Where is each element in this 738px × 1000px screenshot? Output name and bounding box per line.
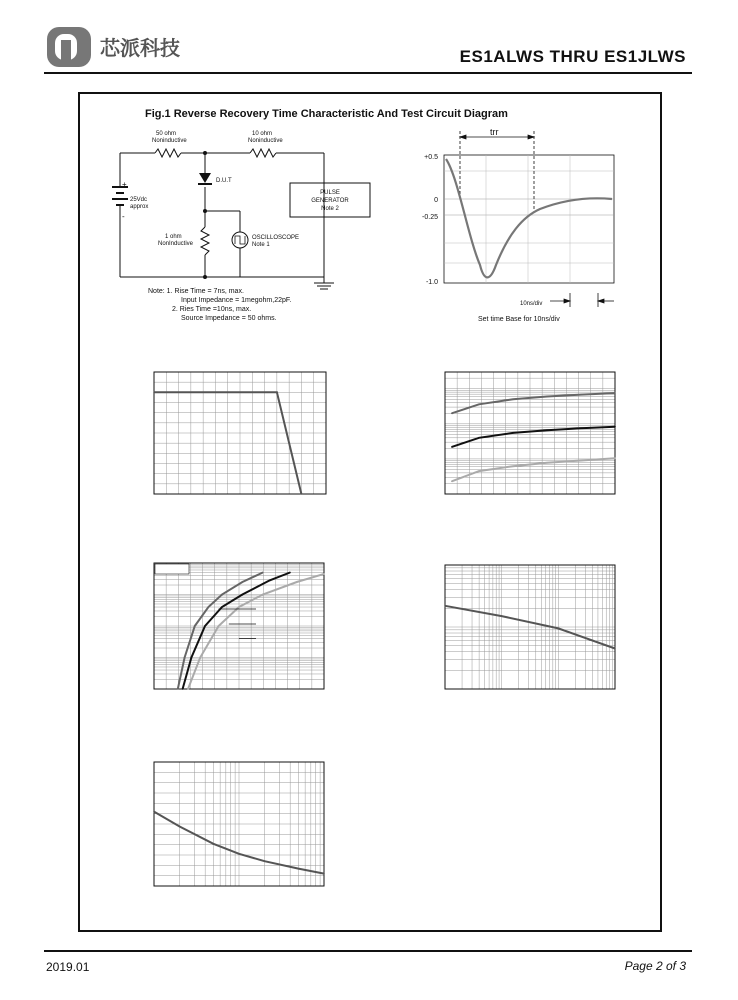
fig5-data-point — [501, 615, 503, 617]
fig3-data-point — [580, 394, 582, 396]
fig3-data-point — [451, 446, 453, 448]
pulse-gen-line1: PULSE — [320, 190, 340, 196]
fig5-data-point — [444, 605, 446, 607]
fig4-data-point — [221, 606, 223, 608]
fig4-data-point — [191, 657, 193, 659]
footer-page: Page 2 of 3 — [624, 959, 686, 973]
r3-note: NonInductive — [158, 241, 194, 247]
battery-plus: + — [122, 180, 127, 189]
fig3-data-point — [546, 429, 548, 431]
fig4-series-line — [188, 574, 324, 689]
fig4-data-point — [221, 594, 223, 596]
fig4-data-point — [204, 625, 206, 627]
fig3-data-point — [614, 457, 616, 459]
fig6-data-point — [323, 873, 325, 875]
fig4-data-point — [199, 657, 201, 659]
pulse-gen-line3: Note 2 — [321, 206, 339, 212]
part-range-title: ES1ALWS THRU ES1JLWS — [459, 47, 686, 66]
source-voltage: 25Vdc — [130, 197, 148, 203]
fig1-note-4: Source Impedance = 50 ohms. — [181, 315, 277, 322]
fig5-grid — [445, 565, 615, 689]
r2-note: Noninductive — [248, 138, 283, 144]
fig3-data-point — [451, 481, 453, 483]
fig3-data-point — [512, 465, 514, 467]
fig1-note-2: Input Impedance = 1megohm,22pF. — [181, 297, 292, 304]
logo-mark-icon — [44, 24, 94, 70]
fig4-data-point — [177, 688, 179, 690]
fig3-data-point — [614, 426, 616, 428]
fig5-chart — [395, 535, 635, 720]
fig3-data-point — [451, 412, 453, 414]
fig2-data-point — [276, 392, 278, 394]
fig4-data-point — [242, 581, 244, 583]
fig3-data-point — [478, 404, 480, 406]
fig4-chart — [100, 535, 350, 720]
fig3-data-point — [580, 460, 582, 462]
fig3-data-point — [512, 432, 514, 434]
dut-label: D.U.T — [216, 178, 232, 184]
fig3-chart — [395, 346, 635, 526]
fig6-data-point — [238, 853, 240, 855]
fig2-data-point — [301, 493, 303, 495]
footer-rule — [44, 950, 692, 952]
fig4-data-point — [218, 625, 220, 627]
fig1-recovery-waveform — [400, 125, 630, 325]
wave-ytick-2: -0.25 — [422, 214, 438, 221]
fig6-data-point — [179, 826, 181, 828]
fig4-data-point — [242, 594, 244, 596]
fig1-note-1: Note: 1. Rise Time = 7ns, max. — [148, 288, 244, 295]
fig6-data-point — [264, 860, 266, 862]
wave-ytick-0: +0.5 — [424, 154, 438, 161]
source-note: approx — [130, 204, 149, 210]
pulse-gen-line2: GENERATOR — [311, 198, 349, 204]
fig4-data-point — [187, 688, 189, 690]
fig2-chart — [100, 348, 350, 528]
fig4-data-point — [194, 625, 196, 627]
r1-label: 50 ohm — [156, 131, 177, 137]
r3-label: 1 ohm — [165, 234, 182, 240]
fig4-data-point — [238, 606, 240, 608]
fig4-data-point — [182, 688, 184, 690]
r2-label: 10 ohm — [252, 131, 273, 137]
fig4-data-point — [208, 606, 210, 608]
fig4-temp-box — [155, 564, 189, 574]
fig4-data-point — [296, 581, 298, 583]
fig6-chart — [100, 730, 350, 920]
wave-ytick-1: 0 — [434, 197, 438, 204]
fig4-data-point — [262, 572, 264, 574]
fig4-data-point — [184, 657, 186, 659]
fig2-grid — [154, 372, 326, 494]
fig3-data-point — [614, 392, 616, 394]
fig5-data-point — [614, 648, 616, 650]
fig4-data-point — [289, 572, 291, 574]
fig4-data-point — [269, 580, 271, 582]
company-logo — [44, 24, 94, 70]
r1-note: Noninductive — [152, 138, 187, 144]
fig6-data-point — [153, 811, 155, 813]
fig3-data-point — [478, 437, 480, 439]
fig1-note-3: 2. Ries Time =10ns, max. — [172, 306, 252, 313]
fig3-grid — [445, 372, 615, 494]
scope-label: OSCILLOSCOPE — [252, 235, 300, 241]
wave-ytick-3: -1.0 — [425, 279, 438, 286]
footer-date: 2019.01 — [46, 960, 90, 974]
fig6-grid — [154, 762, 324, 886]
fig1-title: Fig.1 Reverse Recovery Time Characteristic And Test Circuit Diagram — [145, 108, 508, 120]
fig6-data-point — [213, 843, 215, 845]
fig3-data-point — [546, 462, 548, 464]
timebase-div: 10ns/div — [520, 301, 543, 307]
scope-note: Note 1 — [252, 242, 270, 248]
company-name: 芯派科技 — [100, 36, 180, 60]
battery-minus: - — [122, 212, 125, 221]
timebase-note: Set time Base for 10ns/div — [478, 316, 560, 323]
fig3-data-point — [512, 399, 514, 401]
trr-label: trr — [490, 127, 499, 137]
fig2-data-point — [153, 392, 155, 394]
fig4-data-point — [323, 573, 325, 575]
fig3-data-point — [546, 396, 548, 398]
header-rule — [44, 72, 692, 74]
fig3-data-point — [580, 427, 582, 429]
fig4-data-point — [262, 594, 264, 596]
fig6-data-point — [298, 868, 300, 870]
fig1-circuit-diagram — [100, 125, 380, 325]
fig3-data-point — [478, 470, 480, 472]
fig5-data-point — [558, 628, 560, 630]
